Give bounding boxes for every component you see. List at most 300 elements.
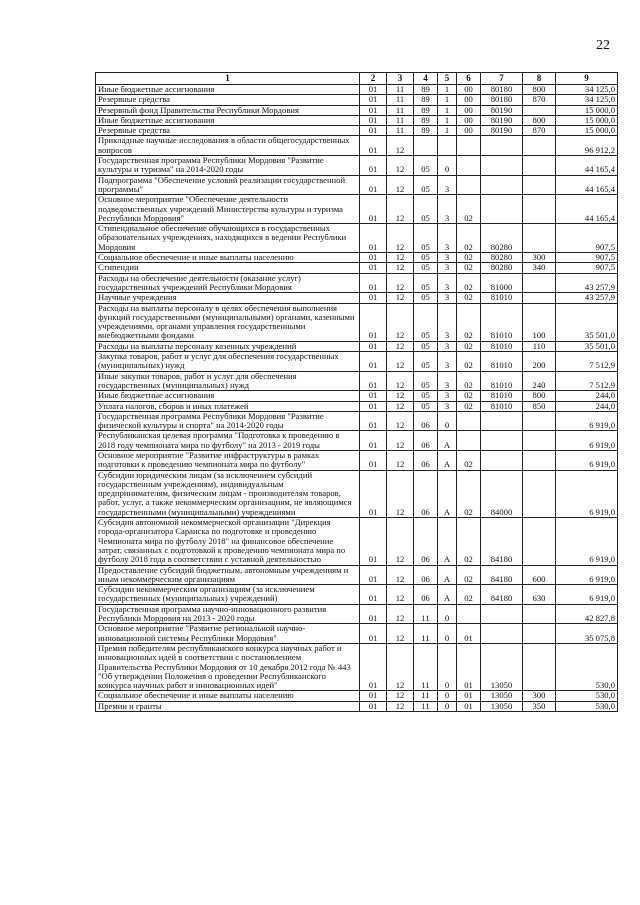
code-cell-c4: 06 [414, 585, 438, 605]
code-cell-c7: 80180 [481, 85, 523, 95]
code-cell-c3: 12 [387, 352, 414, 372]
code-cell-c3: 12 [387, 470, 414, 517]
amount-cell: 43 257,9 [556, 293, 618, 303]
amount-cell: 6 919,0 [556, 470, 618, 517]
amount-cell: 907,5 [556, 263, 618, 273]
code-cell-c7: 81010 [481, 352, 523, 372]
code-cell-c6: 02 [457, 371, 481, 391]
code-cell-c4: 05 [414, 371, 438, 391]
code-cell-c6: 00 [457, 95, 481, 105]
code-cell-c8 [523, 470, 556, 517]
code-cell-c2: 01 [360, 585, 387, 605]
code-cell-c2: 01 [360, 401, 387, 411]
code-cell-c5: 3 [438, 293, 457, 303]
item-name-cell: Резервные средства [96, 95, 360, 105]
code-cell-c7: 84000 [481, 470, 523, 517]
code-cell-c7 [481, 450, 523, 470]
code-cell-c8 [523, 195, 556, 224]
code-cell-c5: 0 [438, 156, 457, 176]
code-cell-c5: 1 [438, 85, 457, 95]
item-name-cell: Премия победителям республиканского конкурса научных работ и инновационных идей в соответствии с постановлением Правительства Республики Мордовия от 10 декабря 2012 года № 443 "Об утверждении Положения о проведении Республиканского конкурса научных работ и инновационных идей" [96, 643, 360, 690]
table-row [96, 431, 618, 451]
code-cell-c7: 84180 [481, 585, 523, 605]
code-cell-c5: 3 [438, 371, 457, 391]
amount-cell: 35 501,0 [556, 341, 618, 351]
item-name-cell: Субсидия автономной некоммерческой организации "Дирекция города-организатора Саранска по подготовке и проведению Чемпионата мира по футболу 2018" на финансовое обеспечение затрат, связанных с подготовкой к проведению чемпионата мира по футболу 2018 года в соответствии с уставной деятельностью [96, 518, 360, 565]
code-cell-c6: 02 [457, 518, 481, 565]
code-cell-c3: 12 [387, 643, 414, 690]
code-cell-c3: 12 [387, 391, 414, 401]
code-cell-c2: 01 [360, 604, 387, 624]
code-cell-c5: А [438, 470, 457, 517]
code-cell-c6 [457, 431, 481, 451]
code-cell-c5: 1 [438, 115, 457, 125]
code-cell-c7: 80190 [481, 126, 523, 136]
header-cell: 7 [481, 73, 523, 85]
code-cell-c5: 3 [438, 391, 457, 401]
code-cell-c3: 11 [387, 95, 414, 105]
code-cell-c7 [481, 411, 523, 431]
code-cell-c2: 01 [360, 253, 387, 263]
header-cell: 9 [556, 73, 618, 85]
code-cell-c4: 05 [414, 263, 438, 273]
table-row [96, 565, 618, 585]
amount-cell: 530,0 [556, 643, 618, 690]
code-cell-c6: 01 [457, 691, 481, 701]
code-cell-c8: 800 [523, 85, 556, 95]
code-cell-c4: 11 [414, 691, 438, 701]
code-cell-c4: 06 [414, 450, 438, 470]
code-cell-c2: 01 [360, 352, 387, 372]
code-cell-c3: 12 [387, 401, 414, 411]
code-cell-c7: 80280 [481, 224, 523, 253]
code-cell-c4: 06 [414, 411, 438, 431]
code-cell-c2: 01 [360, 293, 387, 303]
item-name-cell: Стипендиальное обеспечение обучающихся в государственных образовательных учреждениях, находящихся в ведении Республики Мордовия [96, 224, 360, 253]
header-cell: 5 [438, 73, 457, 85]
item-name-cell: Прикладные научные исследования в области общегосударственных вопросов [96, 136, 360, 156]
code-cell-c6: 02 [457, 303, 481, 341]
code-cell-c8 [523, 643, 556, 690]
code-cell-c6: 00 [457, 105, 481, 115]
amount-cell: 15 000,0 [556, 126, 618, 136]
code-cell-c3: 12 [387, 411, 414, 431]
item-name-cell: Стипендии [96, 263, 360, 273]
code-cell-c8: 800 [523, 391, 556, 401]
table-row [96, 293, 618, 303]
item-name-cell: Государственная программа научно-инновационного развития Республики Мордовия на 2013 - 2020 годы [96, 604, 360, 624]
item-name-cell: Закупка товаров, работ и услуг для обеспечения государственных (муниципальных) нужд [96, 352, 360, 372]
code-cell-c4: 11 [414, 643, 438, 690]
code-cell-c6: 01 [457, 643, 481, 690]
code-cell-c2: 01 [360, 195, 387, 224]
code-cell-c4: 05 [414, 401, 438, 411]
code-cell-c8 [523, 224, 556, 253]
code-cell-c5: 0 [438, 604, 457, 624]
code-cell-c4: 05 [414, 352, 438, 372]
code-cell-c7: 80280 [481, 253, 523, 263]
code-cell-c5: 0 [438, 411, 457, 431]
code-cell-c8: 870 [523, 95, 556, 105]
code-cell-c6: 01 [457, 624, 481, 644]
code-cell-c8: 600 [523, 565, 556, 585]
code-cell-c2: 01 [360, 624, 387, 644]
item-name-cell: Государственная программа Республики Мордовия "Развитие физической культуры и спорта" на 2014-2020 годы [96, 411, 360, 431]
amount-cell: 530,0 [556, 701, 618, 711]
code-cell-c5: 3 [438, 273, 457, 293]
table-row [96, 401, 618, 411]
code-cell-c2: 01 [360, 470, 387, 517]
page-number: 22 [596, 38, 610, 53]
code-cell-c2: 01 [360, 175, 387, 195]
code-cell-c7: 84180 [481, 565, 523, 585]
code-cell-c7: 13050 [481, 701, 523, 711]
code-cell-c8: 630 [523, 585, 556, 605]
code-cell-c4: 06 [414, 470, 438, 517]
code-cell-c5: 3 [438, 341, 457, 351]
code-cell-c6: 02 [457, 401, 481, 411]
code-cell-c7: 80190 [481, 105, 523, 115]
table-row [96, 624, 618, 644]
code-cell-c7 [481, 195, 523, 224]
code-cell-c3: 12 [387, 701, 414, 711]
code-cell-c8: 800 [523, 115, 556, 125]
code-cell-c5: А [438, 518, 457, 565]
item-name-cell: Иные бюджетные ассигнования [96, 391, 360, 401]
item-name-cell: Научные учреждения [96, 293, 360, 303]
code-cell-c2: 01 [360, 115, 387, 125]
code-cell-c2: 01 [360, 518, 387, 565]
table-row [96, 604, 618, 624]
code-cell-c5: 1 [438, 126, 457, 136]
table-row [96, 371, 618, 391]
code-cell-c6 [457, 175, 481, 195]
code-cell-c4: 06 [414, 431, 438, 451]
code-cell-c6: 02 [457, 293, 481, 303]
code-cell-c2: 01 [360, 136, 387, 156]
code-cell-c2: 01 [360, 565, 387, 585]
amount-cell: 34 125,0 [556, 95, 618, 105]
code-cell-c2: 01 [360, 156, 387, 176]
code-cell-c4 [414, 136, 438, 156]
code-cell-c6: 00 [457, 115, 481, 125]
amount-cell: 6 919,0 [556, 518, 618, 565]
code-cell-c5: 3 [438, 352, 457, 372]
code-cell-c6: 02 [457, 565, 481, 585]
header-cell: 2 [360, 73, 387, 85]
code-cell-c5: А [438, 565, 457, 585]
code-cell-c3: 12 [387, 565, 414, 585]
code-cell-c4: 06 [414, 565, 438, 585]
code-cell-c5: 3 [438, 401, 457, 411]
code-cell-c8 [523, 136, 556, 156]
code-cell-c6 [457, 136, 481, 156]
code-cell-c5: 1 [438, 95, 457, 105]
table-row [96, 691, 618, 701]
code-cell-c8 [523, 518, 556, 565]
code-cell-c6: 02 [457, 253, 481, 263]
code-cell-c4: 11 [414, 624, 438, 644]
header-cell: 8 [523, 73, 556, 85]
code-cell-c3: 11 [387, 115, 414, 125]
table-row [96, 450, 618, 470]
code-cell-c3: 12 [387, 303, 414, 341]
item-name-cell: Иные бюджетные ассигнования [96, 85, 360, 95]
item-name-cell: Предоставление субсидий бюджетным, автономным учреждениям и иным некоммерческим организациям [96, 565, 360, 585]
amount-cell: 6 919,0 [556, 585, 618, 605]
code-cell-c2: 01 [360, 105, 387, 115]
table-row [96, 95, 618, 105]
item-name-cell: Иные бюджетные ассигнования [96, 115, 360, 125]
code-cell-c2: 01 [360, 701, 387, 711]
code-cell-c5: 1 [438, 105, 457, 115]
code-cell-c7 [481, 604, 523, 624]
code-cell-c2: 01 [360, 341, 387, 351]
amount-cell: 44 165,4 [556, 156, 618, 176]
amount-cell: 244,0 [556, 401, 618, 411]
code-cell-c4: 89 [414, 105, 438, 115]
code-cell-c2: 01 [360, 450, 387, 470]
code-cell-c2: 01 [360, 371, 387, 391]
code-cell-c3: 12 [387, 175, 414, 195]
code-cell-c4: 06 [414, 518, 438, 565]
table-row [96, 156, 618, 176]
code-cell-c5: 3 [438, 253, 457, 263]
code-cell-c4: 05 [414, 253, 438, 263]
code-cell-c8: 850 [523, 401, 556, 411]
amount-cell: 530,0 [556, 691, 618, 701]
header-cell: 6 [457, 73, 481, 85]
code-cell-c5: А [438, 585, 457, 605]
code-cell-c3: 12 [387, 371, 414, 391]
code-cell-c3: 12 [387, 263, 414, 273]
amount-cell: 42 827,8 [556, 604, 618, 624]
amount-cell: 907,5 [556, 253, 618, 263]
code-cell-c7 [481, 431, 523, 451]
code-cell-c8: 300 [523, 691, 556, 701]
table-row [96, 391, 618, 401]
item-name-cell: Субсидии юридическим лицам (за исключением субсидий государственным учреждениям), индивидуальным предпринимателям, физическим лицам - производителям товаров, работ, услуг, а также некоммерческим организациям, не являющимся государственными (муниципальными) учреждениями [96, 470, 360, 517]
code-cell-c3: 12 [387, 273, 414, 293]
code-cell-c5: 3 [438, 263, 457, 273]
amount-cell: 96 912,2 [556, 136, 618, 156]
table-row [96, 224, 618, 253]
amount-cell: 34 125,0 [556, 85, 618, 95]
amount-cell: 6 919,0 [556, 565, 618, 585]
code-cell-c8: 340 [523, 263, 556, 273]
amount-cell: 244,0 [556, 391, 618, 401]
code-cell-c3: 12 [387, 431, 414, 451]
item-name-cell: Премии и гранты [96, 701, 360, 711]
code-cell-c7: 81010 [481, 371, 523, 391]
code-cell-c7 [481, 624, 523, 644]
code-cell-c2: 01 [360, 391, 387, 401]
code-cell-c8: 200 [523, 352, 556, 372]
code-cell-c8 [523, 411, 556, 431]
code-cell-c2: 01 [360, 263, 387, 273]
code-cell-c2: 01 [360, 691, 387, 701]
code-cell-c3: 11 [387, 105, 414, 115]
code-cell-c7: 81010 [481, 391, 523, 401]
code-cell-c3: 12 [387, 136, 414, 156]
item-name-cell: Основное мероприятие "Обеспечение деятельности подведомственных учреждений Министерства культуры и туризма Республики Мордовия" [96, 195, 360, 224]
code-cell-c4: 05 [414, 273, 438, 293]
item-name-cell: Социальное обеспечение и иные выплаты населению [96, 253, 360, 263]
table-row [96, 341, 618, 351]
item-name-cell: Расходы на обеспечение деятельности (оказание услуг) государственных учреждений Республики Мордовия [96, 273, 360, 293]
code-cell-c8 [523, 293, 556, 303]
table-row [96, 195, 618, 224]
code-cell-c2: 01 [360, 85, 387, 95]
table-row [96, 253, 618, 263]
code-cell-c4: 89 [414, 85, 438, 95]
item-name-cell: Резервный фонд Правительства Республики Мордовия [96, 105, 360, 115]
code-cell-c5: 3 [438, 175, 457, 195]
code-cell-c6 [457, 604, 481, 624]
code-cell-c4: 11 [414, 701, 438, 711]
code-cell-c3: 11 [387, 85, 414, 95]
amount-cell: 44 165,4 [556, 175, 618, 195]
amount-cell: 7 512,9 [556, 352, 618, 372]
table-row [96, 411, 618, 431]
code-cell-c8: 350 [523, 701, 556, 711]
code-cell-c4: 05 [414, 293, 438, 303]
code-cell-c8 [523, 450, 556, 470]
code-cell-c5: 3 [438, 224, 457, 253]
code-cell-c4: 05 [414, 195, 438, 224]
code-cell-c7: 13050 [481, 691, 523, 701]
amount-cell: 44 165,4 [556, 195, 618, 224]
amount-cell: 6 919,0 [556, 431, 618, 451]
table-row [96, 352, 618, 372]
code-cell-c2: 01 [360, 126, 387, 136]
code-cell-c2: 01 [360, 273, 387, 293]
code-cell-c7: 80180 [481, 95, 523, 105]
code-cell-c8: 240 [523, 371, 556, 391]
code-cell-c3: 12 [387, 624, 414, 644]
code-cell-c6: 02 [457, 585, 481, 605]
table-row [96, 585, 618, 605]
code-cell-c4: 05 [414, 156, 438, 176]
code-cell-c4: 05 [414, 341, 438, 351]
item-name-cell: Иные закупки товаров, работ и услуг для обеспечения государственных (муниципальных) нужд [96, 371, 360, 391]
code-cell-c6: 02 [457, 352, 481, 372]
table-row [96, 643, 618, 690]
table-row [96, 273, 618, 293]
table-row [96, 263, 618, 273]
code-cell-c8 [523, 273, 556, 293]
code-cell-c8 [523, 105, 556, 115]
item-name-cell: Основное мероприятие "Развитие инфраструктуры в рамках подготовки к проведению чемпионата мира по футболу" [96, 450, 360, 470]
table-row [96, 518, 618, 565]
header-cell: 4 [414, 73, 438, 85]
code-cell-c2: 01 [360, 411, 387, 431]
code-cell-c2: 01 [360, 643, 387, 690]
code-cell-c7 [481, 136, 523, 156]
code-cell-c3: 12 [387, 604, 414, 624]
code-cell-c8: 870 [523, 126, 556, 136]
code-cell-c6: 02 [457, 450, 481, 470]
code-cell-c6: 02 [457, 195, 481, 224]
code-cell-c3: 12 [387, 691, 414, 701]
amount-cell: 43 257,9 [556, 273, 618, 293]
code-cell-c5: 3 [438, 303, 457, 341]
code-cell-c3: 12 [387, 341, 414, 351]
code-cell-c8: 300 [523, 253, 556, 263]
code-cell-c8 [523, 156, 556, 176]
amount-cell: 6 919,0 [556, 411, 618, 431]
code-cell-c3: 12 [387, 253, 414, 263]
code-cell-c3: 12 [387, 585, 414, 605]
item-name-cell: Расходы на выплаты персоналу казенных учреждений [96, 341, 360, 351]
code-cell-c7: 84180 [481, 518, 523, 565]
amount-cell: 7 512,9 [556, 371, 618, 391]
code-cell-c2: 01 [360, 303, 387, 341]
code-cell-c7: 81010 [481, 303, 523, 341]
code-cell-c7: 81000 [481, 273, 523, 293]
code-cell-c4: 89 [414, 115, 438, 125]
amount-cell: 907,5 [556, 224, 618, 253]
code-cell-c6: 02 [457, 391, 481, 401]
code-cell-c6: 02 [457, 273, 481, 293]
code-cell-c7: 80280 [481, 263, 523, 273]
item-name-cell: Субсидии некоммерческим организациям (за исключением государственных (муниципальных) учреждений) [96, 585, 360, 605]
item-name-cell: Уплата налогов, сборов и иных платежей [96, 401, 360, 411]
code-cell-c5: 0 [438, 701, 457, 711]
code-cell-c8 [523, 604, 556, 624]
code-cell-c3: 12 [387, 195, 414, 224]
code-cell-c2: 01 [360, 224, 387, 253]
code-cell-c3: 12 [387, 293, 414, 303]
code-cell-c6: 01 [457, 701, 481, 711]
table-row [96, 701, 618, 711]
budget-table [95, 72, 618, 712]
table-header-row [96, 73, 618, 85]
code-cell-c7: 80190 [481, 115, 523, 125]
item-name-cell: Республиканская целевая программа "Подготовка к проведению в 2018 году чемпионата мира по футболу" на 2013 - 2019 годы [96, 431, 360, 451]
code-cell-c8: 100 [523, 303, 556, 341]
code-cell-c6 [457, 411, 481, 431]
code-cell-c3: 12 [387, 156, 414, 176]
code-cell-c2: 01 [360, 431, 387, 451]
amount-cell: 35 501,0 [556, 303, 618, 341]
table-row [96, 105, 618, 115]
code-cell-c7 [481, 156, 523, 176]
amount-cell: 15 000,0 [556, 105, 618, 115]
item-name-cell: Расходы на выплаты персоналу в целях обеспечения выполнения функций государственными (муниципальными) органами, казенными учреждениями, органами управления государственными внебюджетными фондами [96, 303, 360, 341]
item-name-cell: Резервные средства [96, 126, 360, 136]
table-row [96, 470, 618, 517]
code-cell-c6 [457, 156, 481, 176]
code-cell-c4: 05 [414, 175, 438, 195]
amount-cell: 35 075,8 [556, 624, 618, 644]
header-cell: 3 [387, 73, 414, 85]
code-cell-c7: 81010 [481, 293, 523, 303]
item-name-cell: Подпрограмма "Обеспечение условий реализации государственной программы" [96, 175, 360, 195]
code-cell-c4: 89 [414, 126, 438, 136]
code-cell-c4: 05 [414, 303, 438, 341]
code-cell-c6: 02 [457, 341, 481, 351]
code-cell-c3: 12 [387, 224, 414, 253]
code-cell-c5: 3 [438, 195, 457, 224]
table-row [96, 126, 618, 136]
code-cell-c4: 11 [414, 604, 438, 624]
code-cell-c4: 05 [414, 224, 438, 253]
code-cell-c2: 01 [360, 95, 387, 105]
table-row [96, 115, 618, 125]
code-cell-c4: 05 [414, 391, 438, 401]
code-cell-c8 [523, 431, 556, 451]
